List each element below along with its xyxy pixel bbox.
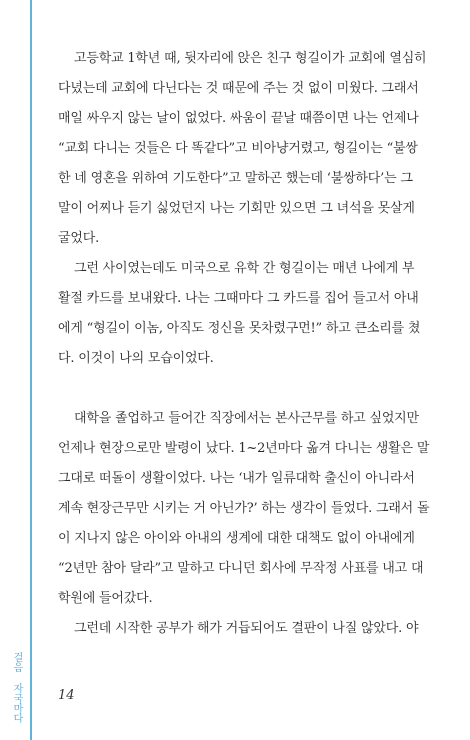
text-line: 매일 싸우지 않는 날이 없었다. 싸움이 끝날 때쯤이면 나는 언제나	[58, 111, 419, 126]
text-line: 활절 카드를 보내왔다. 나는 그때마다 그 카드를 집어 들고서 아내	[58, 291, 419, 306]
page-number: 14	[58, 688, 75, 703]
text-line: 말이 어찌나 듣기 싫었던지 나는 기회만 있으면 그 녀석을 못살게	[58, 201, 415, 216]
paragraph-3	[58, 404, 450, 614]
paragraph-1	[58, 44, 450, 254]
text-line: 이 지나지 않은 아이와 아내의 생계에 대한 대책도 없이 아내에게	[58, 531, 415, 546]
text-line: 대학을 졸업하고 들어간 직장에서는 본사근무를 하고 싶었지만	[74, 411, 419, 426]
text-line: 언제나 현장으로만 발령이 났다. 1~2년마다 옮겨 다니는 생활은 말	[58, 441, 430, 456]
running-title-line-1: 걸음	[11, 652, 22, 672]
body-text	[58, 44, 450, 644]
text-line: 그런 사이였는데도 미국으로 유학 간 형길이는 매년 나에게 부	[74, 261, 415, 276]
text-line: “교회 다니는 것들은 다 똑같다”고 비아냥거렸고, 형길이는 “불쌍	[58, 141, 418, 156]
paragraph-4	[58, 614, 450, 644]
text-line: 계속 현장근무만 시키는 거 아닌가?’ 하는 생각이 들었다. 그래서 돌	[58, 501, 430, 516]
text-line: 학원에 들어갔다.	[58, 591, 153, 606]
text-line: 고등학교 1학년 때, 뒷자리에 앉은 친구 형길이가 교회에 열심히	[74, 51, 427, 66]
text-line: 그런데 시작한 공부가 해가 거듭되어도 결판이 나질 않았다. 야	[74, 621, 419, 636]
text-line: 에게 “형길이 이놈, 아직도 정신을 못차렸구먼!” 하고 큰소리를 쳤	[58, 321, 421, 336]
running-title-line-2: 자국마다	[11, 683, 22, 723]
running-title	[10, 652, 22, 723]
text-line: 굴었다.	[58, 231, 100, 246]
text-line: “2년만 참아 달라”고 말하고 다니던 회사에 무작정 사표를 내고 대	[58, 561, 424, 576]
text-line: 한 네 영혼을 위하여 기도한다”고 말하곤 했는데 ‘불쌍하다’는 그	[58, 171, 413, 186]
margin-line	[30, 0, 32, 740]
text-line: 다녔는데 교회에 다닌다는 것 때문에 주는 것 없이 미웠다. 그래서	[58, 81, 419, 96]
paragraph-2	[58, 254, 450, 374]
section-break	[58, 374, 450, 404]
text-line: 다. 이것이 나의 모습이었다.	[58, 351, 214, 366]
text-line: 그대로 떠돌이 생활이었다. 나는 ‘내가 일류대학 출신이 아니라서	[58, 471, 415, 486]
